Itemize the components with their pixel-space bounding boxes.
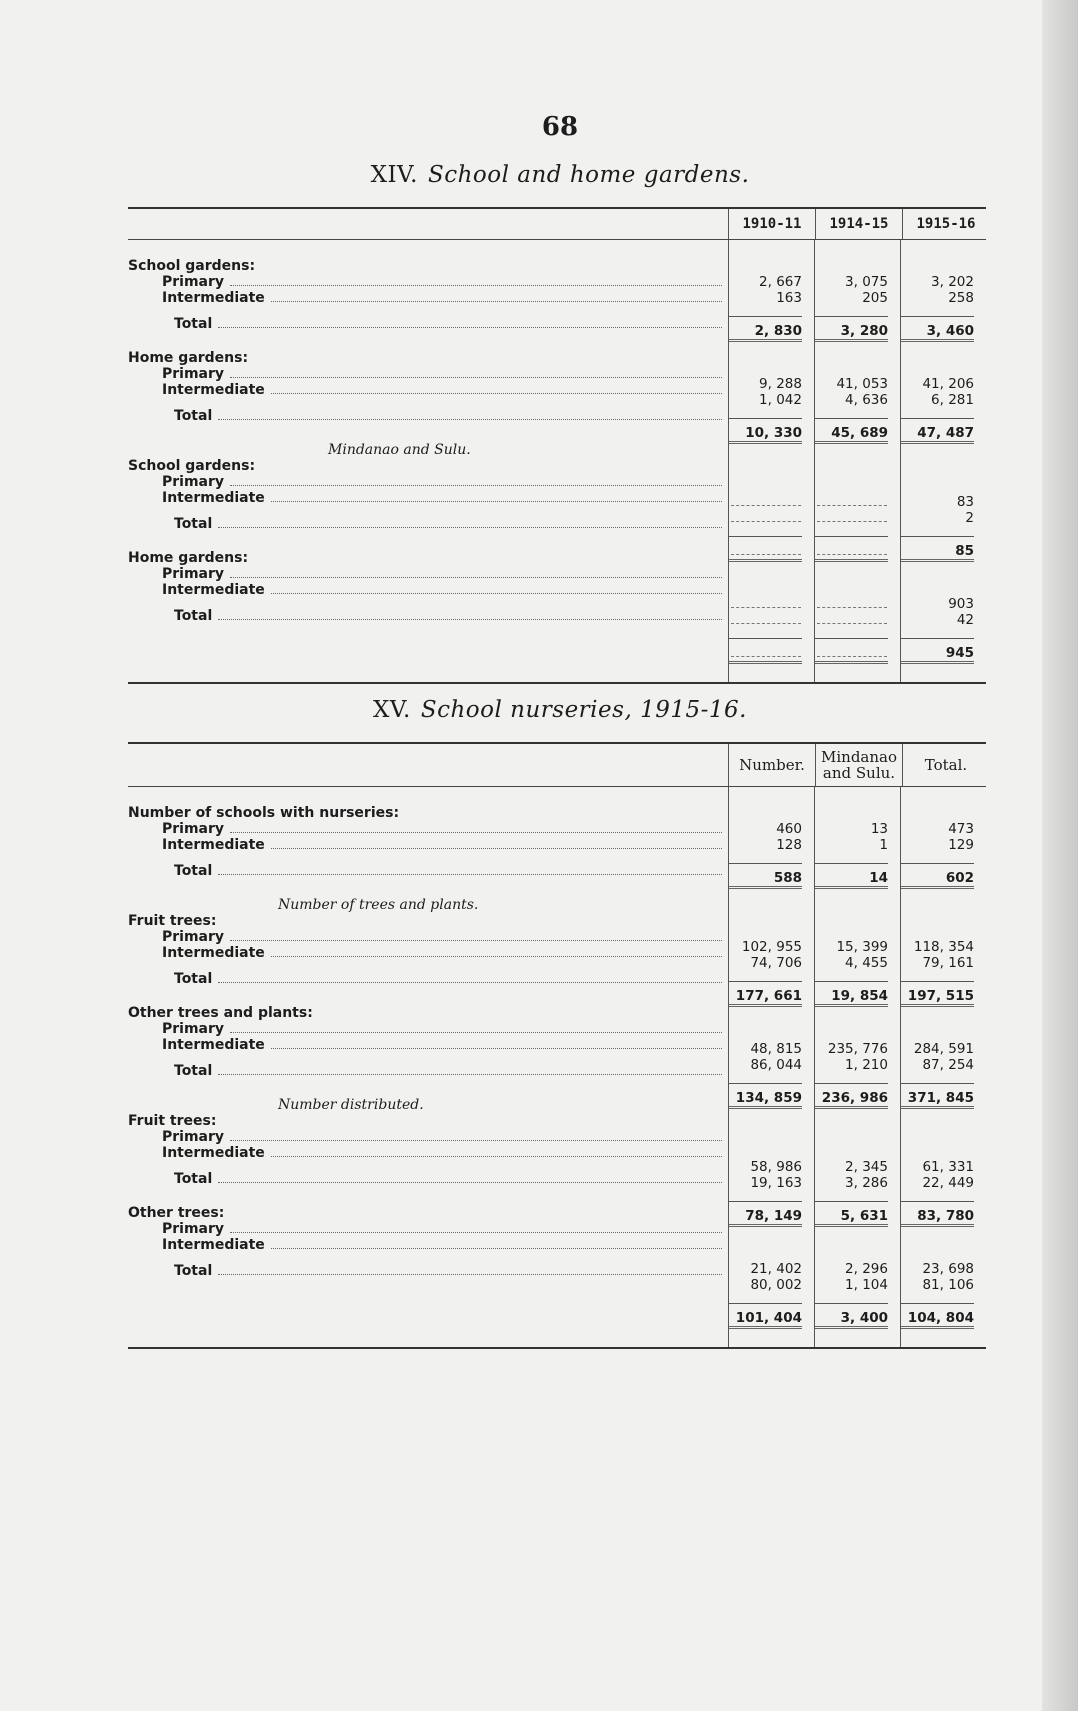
total-cell [729, 418, 802, 441]
total-row-label [128, 1171, 728, 1187]
data-cell [815, 1261, 888, 1277]
total-value: 104, 804 [907, 1310, 974, 1326]
row-label: Primary [162, 474, 225, 490]
cell-value: 48, 815 [750, 1041, 802, 1057]
value-column [814, 240, 900, 682]
stub-header [128, 744, 728, 786]
row-label: Intermediate [162, 490, 265, 506]
group-label: School gardens: [128, 458, 256, 474]
total-value: 5, 631 [840, 1208, 888, 1224]
data-cell [815, 510, 888, 526]
cell-value: 258 [948, 290, 974, 306]
cell-value: 80, 002 [750, 1277, 802, 1293]
data-cell [901, 596, 974, 612]
total-value: 101, 404 [735, 1310, 802, 1326]
table-14-title [0, 162, 1078, 188]
dot-leader [218, 419, 722, 420]
total-cell [729, 1083, 802, 1106]
page-edge-shadow [1042, 0, 1078, 1711]
group-label: Fruit trees: [128, 913, 217, 929]
dot-leader [218, 327, 722, 328]
dash-placeholder [731, 554, 801, 555]
section-subheading [128, 442, 728, 458]
group-label: Other trees and plants: [128, 1005, 313, 1021]
cell-value: 129 [948, 837, 974, 853]
value-column [900, 787, 986, 1347]
table-15-title [0, 697, 1078, 723]
row-label: Intermediate [162, 837, 265, 853]
total-value: 85 [955, 543, 974, 559]
total-label: Total [174, 1063, 213, 1079]
data-cell [729, 494, 802, 510]
data-cell [815, 392, 888, 408]
cell-value: 235, 776 [827, 1041, 888, 1057]
row-label: Intermediate [162, 1037, 265, 1053]
group-heading [128, 1005, 728, 1021]
data-row-label [128, 1237, 728, 1253]
data-cell [901, 821, 974, 837]
total-cell [729, 638, 802, 661]
dot-leader [230, 285, 722, 286]
row-label: Primary [162, 1129, 225, 1145]
table-header-row [128, 744, 986, 787]
row-label: Primary [162, 1021, 225, 1037]
data-cell [901, 1057, 974, 1073]
page-number: 68 [541, 112, 579, 142]
total-value: 177, 661 [735, 988, 802, 1004]
subheading-text: Number of trees and plants. [278, 897, 479, 913]
cell-value: 205 [862, 290, 888, 306]
dot-leader [271, 393, 722, 394]
data-cell [815, 1041, 888, 1057]
group-heading [128, 1113, 728, 1129]
cell-value: 41, 206 [922, 376, 974, 392]
dot-leader [271, 501, 722, 502]
total-label: Total [174, 863, 213, 879]
group-heading [128, 805, 728, 821]
table-bottom-rule [128, 682, 986, 684]
dash-placeholder [817, 623, 887, 624]
dot-leader [218, 619, 722, 620]
total-cell [815, 981, 888, 1004]
cell-value: 2, 296 [845, 1261, 888, 1277]
dot-leader [230, 1140, 722, 1141]
cell-value: 61, 331 [922, 1159, 974, 1175]
data-row-label [128, 1037, 728, 1053]
data-row-label [128, 582, 728, 598]
data-cell [815, 612, 888, 628]
dash-placeholder [817, 607, 887, 608]
data-cell [815, 290, 888, 306]
row-label: Intermediate [162, 582, 265, 598]
cell-value: 4, 455 [845, 955, 888, 971]
group-label: Home gardens: [128, 350, 249, 366]
dot-leader [271, 1156, 722, 1157]
data-cell [729, 955, 802, 971]
cell-value: 22, 449 [922, 1175, 974, 1191]
subheading-text: Number distributed. [278, 1097, 424, 1113]
data-row-label [128, 366, 728, 382]
total-value: 3, 280 [840, 323, 888, 339]
dot-leader [271, 593, 722, 594]
total-value: 45, 689 [831, 425, 888, 441]
data-row-label [128, 382, 728, 398]
group-label: Home gardens: [128, 550, 249, 566]
total-cell [729, 316, 802, 339]
total-cell [729, 1201, 802, 1224]
data-cell [901, 1175, 974, 1191]
stub-column [128, 787, 728, 1347]
data-cell [815, 1057, 888, 1073]
data-cell [815, 274, 888, 290]
table-bottom-rule [128, 1347, 986, 1349]
value-column [728, 787, 814, 1347]
column-header: 1915-16 [902, 209, 989, 239]
cell-value: 903 [948, 596, 974, 612]
table-14-number: XIV. [370, 162, 418, 188]
data-cell [729, 1277, 802, 1293]
total-row-label [128, 1263, 728, 1279]
data-cell [729, 939, 802, 955]
dash-placeholder [731, 656, 801, 657]
table-body [128, 787, 986, 1347]
cell-value: 3, 202 [931, 274, 974, 290]
data-cell [815, 596, 888, 612]
data-cell [815, 494, 888, 510]
table-14-caption: School and home gardens. [427, 162, 750, 188]
section-subheading [128, 1097, 728, 1113]
total-row-label [128, 971, 728, 987]
group-heading [128, 350, 728, 366]
cell-value: 163 [776, 290, 802, 306]
total-label: Total [174, 316, 213, 332]
data-cell [901, 837, 974, 853]
total-value: 14 [869, 870, 888, 886]
total-value: 10, 330 [745, 425, 802, 441]
dot-leader [230, 940, 722, 941]
data-cell [901, 1261, 974, 1277]
subheading-text: Mindanao and Sulu. [328, 442, 471, 458]
column-header: Mindanao and Sulu. [815, 744, 902, 786]
total-cell [729, 863, 802, 886]
row-label: Primary [162, 366, 225, 382]
group-heading [128, 550, 728, 566]
group-heading [128, 258, 728, 274]
data-row-label [128, 290, 728, 306]
data-cell [901, 290, 974, 306]
dot-leader [218, 1182, 722, 1183]
cell-value: 58, 986 [750, 1159, 802, 1175]
cell-value: 4, 636 [845, 392, 888, 408]
data-cell [901, 1277, 974, 1293]
data-row-label [128, 1221, 728, 1237]
column-header: Total. [902, 744, 989, 786]
dot-leader [271, 301, 722, 302]
cell-value: 460 [776, 821, 802, 837]
cell-value: 128 [776, 837, 802, 853]
total-row-label [128, 1063, 728, 1079]
total-cell [901, 1303, 974, 1326]
total-value: 602 [945, 870, 974, 886]
dash-placeholder [731, 623, 801, 624]
total-value: 78, 149 [745, 1208, 802, 1224]
total-value: 371, 845 [907, 1090, 974, 1106]
total-cell [901, 638, 974, 661]
dot-leader [230, 577, 722, 578]
data-cell [729, 596, 802, 612]
total-value: 3, 460 [926, 323, 974, 339]
data-cell [729, 1261, 802, 1277]
stub-header [128, 209, 728, 239]
cell-value: 6, 281 [931, 392, 974, 408]
cell-value: 3, 075 [845, 274, 888, 290]
cell-value: 473 [948, 821, 974, 837]
value-column [728, 240, 814, 682]
total-cell [901, 316, 974, 339]
data-cell [729, 821, 802, 837]
data-cell [901, 939, 974, 955]
total-label: Total [174, 516, 213, 532]
total-cell [815, 638, 888, 661]
cell-value: 23, 698 [922, 1261, 974, 1277]
total-row-label [128, 863, 728, 879]
dash-placeholder [817, 554, 887, 555]
total-row-label [128, 408, 728, 424]
total-cell [729, 1303, 802, 1326]
data-cell [815, 837, 888, 853]
data-cell [729, 1041, 802, 1057]
cell-value: 42 [956, 612, 974, 628]
table-15-number: XV. [373, 697, 411, 723]
data-row-label [128, 274, 728, 290]
total-cell [729, 536, 802, 559]
data-cell [729, 612, 802, 628]
data-cell [815, 1277, 888, 1293]
data-cell [901, 1159, 974, 1175]
row-label: Intermediate [162, 945, 265, 961]
section-subheading [128, 897, 728, 913]
total-row-label [128, 516, 728, 532]
data-cell [729, 376, 802, 392]
cell-value: 86, 044 [750, 1057, 802, 1073]
table-header-row [128, 209, 986, 240]
data-row-label [128, 837, 728, 853]
total-cell [815, 1201, 888, 1224]
total-label: Total [174, 971, 213, 987]
data-row-label [128, 566, 728, 582]
data-cell [729, 392, 802, 408]
total-cell [815, 1083, 888, 1106]
cell-value: 1, 210 [845, 1057, 888, 1073]
value-column [900, 240, 986, 682]
cell-value: 1, 104 [845, 1277, 888, 1293]
data-row-label [128, 821, 728, 837]
row-label: Intermediate [162, 382, 265, 398]
data-cell [729, 1159, 802, 1175]
group-heading [128, 458, 728, 474]
data-cell [901, 1041, 974, 1057]
data-row-label [128, 490, 728, 506]
cell-value: 1, 042 [759, 392, 802, 408]
data-row-label [128, 945, 728, 961]
dash-placeholder [817, 505, 887, 506]
dot-leader [230, 1032, 722, 1033]
dot-leader [230, 377, 722, 378]
total-cell [815, 1303, 888, 1326]
data-cell [815, 821, 888, 837]
row-label: Primary [162, 1221, 225, 1237]
cell-value: 83 [956, 494, 974, 510]
data-cell [729, 1175, 802, 1191]
cell-value: 1 [879, 837, 888, 853]
dash-placeholder [817, 656, 887, 657]
row-label: Primary [162, 274, 225, 290]
data-cell [729, 510, 802, 526]
data-cell [729, 290, 802, 306]
dot-leader [230, 485, 722, 486]
data-cell [901, 392, 974, 408]
column-header: 1914-15 [815, 209, 902, 239]
total-value: 47, 487 [917, 425, 974, 441]
row-label: Primary [162, 929, 225, 945]
table-body [128, 240, 986, 682]
group-heading [128, 913, 728, 929]
cell-value: 2, 345 [845, 1159, 888, 1175]
total-cell [901, 1083, 974, 1106]
dot-leader [218, 982, 722, 983]
cell-value: 15, 399 [836, 939, 888, 955]
cell-value: 284, 591 [913, 1041, 974, 1057]
total-label: Total [174, 608, 213, 624]
row-label: Intermediate [162, 290, 265, 306]
dot-leader [271, 1048, 722, 1049]
data-cell [729, 837, 802, 853]
cell-value: 87, 254 [922, 1057, 974, 1073]
row-label: Primary [162, 566, 225, 582]
cell-value: 74, 706 [750, 955, 802, 971]
row-label: Primary [162, 821, 225, 837]
total-value: 197, 515 [907, 988, 974, 1004]
dash-placeholder [731, 521, 801, 522]
total-value: 2, 830 [754, 323, 802, 339]
group-heading [128, 1205, 728, 1221]
total-value: 134, 859 [735, 1090, 802, 1106]
data-row-label [128, 1145, 728, 1161]
total-cell [815, 316, 888, 339]
cell-value: 81, 106 [922, 1277, 974, 1293]
group-label: Fruit trees: [128, 1113, 217, 1129]
cell-value: 19, 163 [750, 1175, 802, 1191]
data-row-label [128, 1021, 728, 1037]
total-cell [729, 981, 802, 1004]
dot-leader [230, 832, 722, 833]
table-15-caption: School nurseries, 1915-16. [420, 697, 747, 723]
cell-value: 13 [870, 821, 888, 837]
value-column [814, 787, 900, 1347]
total-value: 236, 986 [821, 1090, 888, 1106]
cell-value: 9, 288 [759, 376, 802, 392]
total-row-label [128, 608, 728, 624]
data-cell [901, 494, 974, 510]
total-cell [815, 536, 888, 559]
data-cell [815, 1175, 888, 1191]
dash-placeholder [731, 607, 801, 608]
total-value: 19, 854 [831, 988, 888, 1004]
total-cell [901, 1201, 974, 1224]
total-label: Total [174, 1171, 213, 1187]
dot-leader [271, 1248, 722, 1249]
cell-value: 102, 955 [741, 939, 802, 955]
dot-leader [218, 1274, 722, 1275]
group-label: Other trees: [128, 1205, 225, 1221]
cell-value: 3, 286 [845, 1175, 888, 1191]
data-row-label [128, 1129, 728, 1145]
cell-value: 79, 161 [922, 955, 974, 971]
cell-value: 2, 667 [759, 274, 802, 290]
cell-value: 41, 053 [836, 376, 888, 392]
cell-value: 2 [965, 510, 974, 526]
data-cell [815, 1159, 888, 1175]
data-cell [901, 376, 974, 392]
dash-placeholder [731, 505, 801, 506]
total-value: 588 [773, 870, 802, 886]
total-value: 3, 400 [840, 1310, 888, 1326]
cell-value: 118, 354 [913, 939, 974, 955]
dot-leader [271, 956, 722, 957]
school-nurseries-table [128, 742, 986, 1349]
group-label: School gardens: [128, 258, 256, 274]
data-cell [901, 510, 974, 526]
total-cell [901, 981, 974, 1004]
stub-column [128, 240, 728, 682]
row-label: Intermediate [162, 1237, 265, 1253]
total-cell [901, 536, 974, 559]
data-row-label [128, 929, 728, 945]
cell-value: 21, 402 [750, 1261, 802, 1277]
total-cell [815, 863, 888, 886]
dot-leader [218, 874, 722, 875]
group-label: Number of schools with nurseries: [128, 805, 400, 821]
data-cell [815, 939, 888, 955]
dot-leader [218, 1074, 722, 1075]
dash-placeholder [817, 521, 887, 522]
row-label: Intermediate [162, 1145, 265, 1161]
column-header: 1910-11 [728, 209, 815, 239]
total-label: Total [174, 408, 213, 424]
dot-leader [230, 1232, 722, 1233]
data-row-label [128, 474, 728, 490]
total-row-label [128, 316, 728, 332]
total-cell [901, 418, 974, 441]
dot-leader [271, 848, 722, 849]
data-cell [901, 612, 974, 628]
total-value: 83, 780 [917, 1208, 974, 1224]
total-label: Total [174, 1263, 213, 1279]
data-cell [729, 274, 802, 290]
data-cell [901, 274, 974, 290]
school-home-gardens-table [128, 207, 986, 684]
column-header: Number. [728, 744, 815, 786]
data-cell [729, 1057, 802, 1073]
total-value: 945 [945, 645, 974, 661]
data-cell [815, 955, 888, 971]
dot-leader [218, 527, 722, 528]
total-cell [815, 418, 888, 441]
total-cell [901, 863, 974, 886]
data-cell [815, 376, 888, 392]
data-cell [901, 955, 974, 971]
